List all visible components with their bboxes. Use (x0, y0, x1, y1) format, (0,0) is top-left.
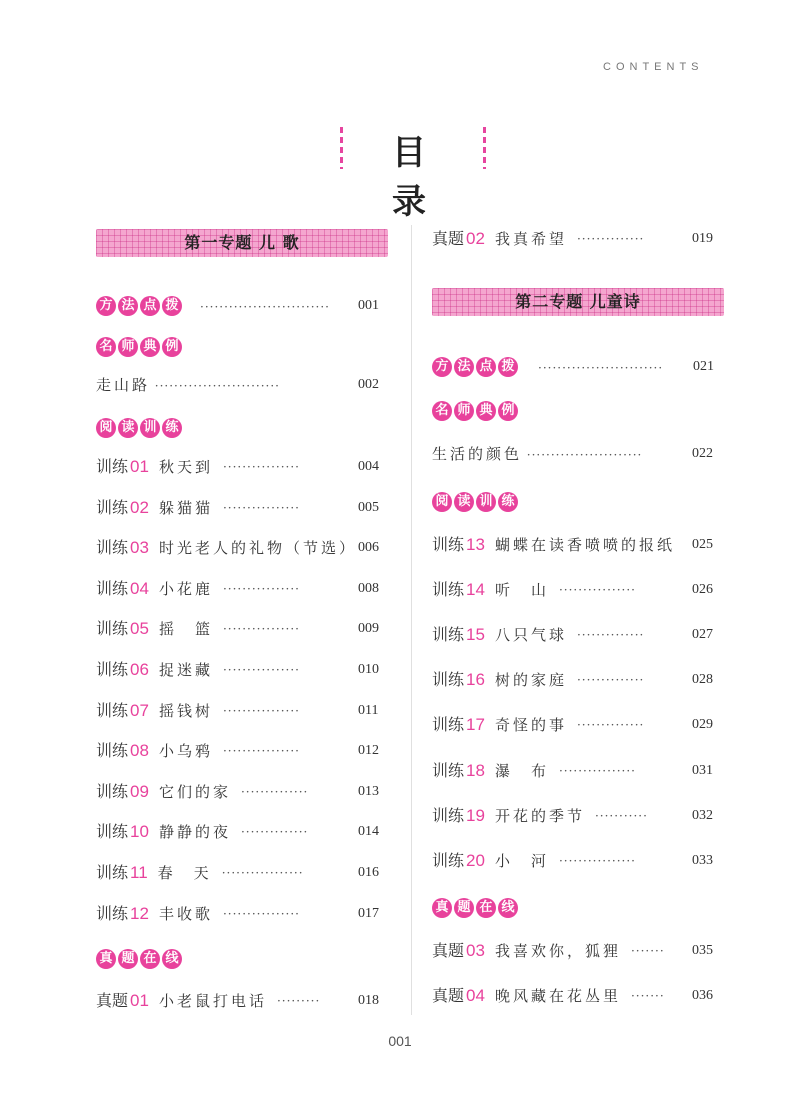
page-ref: 028 (692, 672, 713, 688)
badge-char: 典 (476, 401, 496, 421)
toc-entry[interactable] (432, 579, 720, 601)
entry-number: 03 (130, 538, 149, 558)
entry-number: 16 (466, 670, 485, 690)
leader-dots: ················ (222, 500, 300, 515)
leader-dots: ················ (222, 906, 300, 921)
page-ref: 011 (358, 702, 379, 718)
exam-badge (432, 898, 518, 918)
leader-dots: ················ (222, 581, 300, 596)
page-ref: 026 (692, 582, 713, 598)
example-badge (432, 401, 518, 421)
leader-dots: ················ (222, 460, 300, 474)
leader-dots: ·························· (538, 361, 664, 375)
toc-entry[interactable] (432, 940, 720, 962)
page-ref: 006 (358, 540, 379, 556)
entry-kind: 训练 (432, 760, 465, 780)
leader-dots: ················ (222, 622, 300, 637)
title-bar-right (483, 127, 486, 169)
leader-dots: ·············· (576, 718, 645, 733)
page-ref: 002 (358, 377, 379, 392)
entry-kind: 训练 (432, 670, 465, 690)
entry-kind: 训练 (96, 863, 129, 882)
badge-char: 例 (498, 401, 518, 421)
leader-dots: ················ (558, 583, 636, 598)
page-ref: 001 (358, 298, 379, 313)
badge-char: 法 (118, 296, 138, 316)
badge-char: 线 (498, 898, 518, 918)
page-ref: 016 (358, 865, 379, 880)
badge-char: 师 (454, 401, 474, 421)
page-ref: 012 (358, 743, 379, 759)
badge-char: 练 (162, 418, 182, 438)
entry-number: 04 (130, 578, 149, 598)
badge-char: 拨 (498, 357, 518, 377)
entry-kind: 真题 (96, 991, 129, 1010)
leader-dots: ·············· (240, 825, 309, 840)
entry-title: 晚风藏在花丛里 (494, 986, 621, 1005)
leader-dots: ··························· (200, 300, 330, 314)
entry-title: 我喜欢你，狐狸 (494, 942, 621, 960)
toc-entry[interactable] (432, 850, 720, 872)
toc-entry[interactable] (96, 578, 386, 600)
leader-dots: ······· (630, 944, 665, 958)
entry-kind: 真题 (432, 229, 465, 248)
entry-kind: 训练 (96, 781, 129, 801)
entry-number: 15 (466, 625, 485, 645)
toc-entry[interactable] (432, 985, 720, 1007)
badge-char: 方 (432, 357, 452, 377)
page-ref: 017 (358, 905, 379, 921)
page-title: 目 录 (392, 133, 438, 222)
contents-label: CONTENTS (603, 61, 704, 73)
badge-char: 真 (432, 898, 452, 918)
entry-kind: 训练 (432, 625, 465, 645)
page-ref: 027 (692, 627, 713, 643)
entry-kind: 训练 (96, 619, 129, 639)
method-badge (432, 357, 518, 377)
badge-char: 线 (162, 949, 182, 969)
toc-entry[interactable] (432, 805, 720, 827)
entry-kind: 训练 (96, 497, 129, 517)
toc-entry[interactable] (96, 618, 386, 640)
page-ref: 005 (358, 499, 379, 515)
leader-dots: ················ (558, 853, 636, 868)
entry-title: 小 河 (494, 851, 549, 870)
entry-kind: 训练 (432, 805, 465, 825)
page-ref: 035 (692, 943, 713, 958)
entry-number: 04 (466, 985, 485, 1005)
leader-dots: ······· (630, 988, 665, 1003)
leader-dots: ················ (558, 763, 636, 778)
entry-number: 20 (466, 850, 485, 870)
leader-dots: ··········· (594, 808, 648, 823)
example-badge (96, 337, 182, 357)
entry-number: 10 (130, 822, 149, 842)
section-banner-2 (432, 288, 724, 316)
entry-number: 08 (130, 741, 149, 761)
leader-dots: ·············· (576, 232, 645, 246)
entry-title: 春 天 (157, 864, 212, 882)
badge-char: 题 (454, 898, 474, 918)
badge-char: 训 (140, 418, 160, 438)
toc-entry[interactable] (432, 228, 720, 250)
title-bar-left (340, 127, 343, 169)
page-ref: 013 (358, 783, 379, 799)
toc-entry[interactable] (432, 760, 720, 782)
entry-number: 01 (130, 991, 149, 1010)
entry-title: 静静的夜 (158, 823, 231, 842)
toc-entry[interactable] (96, 821, 386, 843)
entry-number: 07 (130, 700, 149, 720)
exam-badge (96, 949, 182, 969)
toc-entry[interactable] (96, 456, 386, 478)
entry-title: 瀑 布 (494, 761, 549, 780)
leader-dots: ·············· (576, 628, 645, 643)
badge-char: 练 (498, 492, 518, 512)
toc-entry[interactable] (96, 537, 386, 559)
entry-title: 开花的季节 (494, 806, 585, 825)
entry-title: 我真希望 (494, 230, 567, 248)
badge-char: 阅 (432, 492, 452, 512)
page-ref: 036 (692, 987, 713, 1003)
entry-number: 17 (466, 715, 485, 735)
badge-char: 师 (118, 337, 138, 357)
toc-entry[interactable] (96, 990, 386, 1012)
leader-dots: ·············· (240, 784, 309, 799)
entry-number: 11 (130, 863, 148, 882)
badge-char: 名 (432, 401, 452, 421)
leader-dots: ················ (222, 744, 300, 759)
toc-entry[interactable] (432, 534, 720, 556)
method-badge (96, 296, 182, 316)
entry-kind: 训练 (432, 580, 465, 600)
toc-entry[interactable] (96, 700, 386, 722)
entry-kind: 训练 (96, 822, 129, 842)
section-banner-label: 第一专题 儿 歌 (184, 233, 300, 252)
page-ref: 019 (692, 231, 713, 246)
page-ref: 018 (358, 993, 379, 1008)
toc-entry[interactable] (432, 669, 720, 691)
page-ref: 008 (358, 580, 379, 596)
entry-number: 18 (466, 760, 485, 780)
toc-entry[interactable] (432, 443, 720, 465)
entry-number: 06 (130, 660, 149, 679)
entry-title: 摇钱树 (158, 701, 213, 720)
badge-char: 点 (476, 357, 496, 377)
reading-badge (432, 492, 518, 512)
leader-dots: ························ (526, 448, 643, 462)
entry-title: 秋天到 (158, 458, 213, 476)
entry-title: 小乌鸦 (158, 742, 213, 761)
entry-title: 小花鹿 (158, 579, 213, 598)
reading-badge (96, 418, 182, 438)
page-ref: 033 (692, 852, 713, 868)
entry-kind: 训练 (432, 535, 465, 554)
entry-number: 12 (130, 903, 149, 923)
badge-char: 训 (476, 492, 496, 512)
page-ref: 025 (692, 537, 713, 552)
entry-number: 13 (466, 535, 485, 554)
entry-number: 02 (466, 229, 485, 248)
page-ref: 032 (692, 807, 713, 823)
toc-entry[interactable] (432, 714, 720, 736)
badge-char: 在 (476, 898, 496, 918)
entry-kind: 训练 (432, 850, 465, 870)
entry-title: 小老鼠打电话 (158, 992, 267, 1010)
badge-char: 在 (140, 949, 160, 969)
entry-kind: 训练 (96, 903, 129, 923)
badge-char: 例 (162, 337, 182, 357)
entry-title: 奇怪的事 (494, 716, 567, 735)
badge-char: 法 (454, 357, 474, 377)
leader-dots: ················· (221, 866, 304, 880)
entry-title: 八只气球 (494, 626, 567, 645)
page-number: 001 (388, 1033, 412, 1049)
page-ref: 014 (358, 824, 379, 840)
entry-kind: 训练 (96, 741, 129, 761)
badge-char: 点 (140, 296, 160, 316)
page-ref: 022 (692, 446, 713, 461)
badge-char: 典 (140, 337, 160, 357)
toc-entry[interactable] (96, 374, 386, 396)
entry-number: 14 (466, 580, 485, 600)
entry-title: 躲猫猫 (158, 498, 213, 517)
badge-char: 读 (454, 492, 474, 512)
leader-dots: ················ (222, 703, 300, 718)
entry-title: 走山路 (96, 376, 151, 394)
toc-entry[interactable] (96, 862, 386, 884)
entry-title: 丰收歌 (158, 904, 213, 923)
entry-number: 05 (130, 619, 149, 639)
title-block (0, 125, 800, 222)
section-banner-1 (96, 229, 388, 257)
entry-title: 摇 篮 (158, 620, 213, 639)
page-ref: 004 (358, 459, 379, 474)
toc-entry[interactable] (96, 781, 386, 803)
entry-title: 时光老人的礼物（节选） (158, 539, 357, 558)
leader-dots: ·············· (576, 673, 645, 688)
section-banner-label: 第二专题 儿童诗 (515, 292, 641, 311)
entry-kind: 训练 (96, 457, 129, 476)
page-ref: 009 (358, 621, 379, 637)
entry-title: 捉迷藏 (158, 661, 213, 679)
page-ref: 010 (358, 662, 379, 677)
entry-number: 01 (130, 457, 149, 476)
leader-dots: ·························· (154, 379, 280, 393)
leader-dots: ········· (276, 994, 321, 1008)
toc-entry-method[interactable] (538, 356, 720, 378)
entry-kind: 训练 (96, 578, 129, 598)
entry-title: 它们的家 (158, 782, 231, 801)
entry-kind: 训练 (432, 715, 465, 735)
entry-kind: 训练 (96, 538, 129, 558)
entry-title: 树的家庭 (494, 671, 567, 690)
toc-entry[interactable] (96, 659, 386, 681)
entry-title: 蝴蝶在读香喷喷的报纸 (494, 536, 675, 554)
entry-kind: 训练 (96, 700, 129, 720)
toc-entry-method[interactable] (200, 295, 385, 317)
badge-char: 真 (96, 949, 116, 969)
entry-kind: 真题 (432, 985, 465, 1005)
badge-char: 阅 (96, 418, 116, 438)
entry-number: 09 (130, 781, 149, 801)
toc-entry[interactable] (432, 624, 720, 646)
badge-char: 题 (118, 949, 138, 969)
toc-entry[interactable] (96, 903, 386, 925)
entry-title: 生活的颜色 (432, 445, 523, 463)
page-ref: 021 (693, 359, 714, 374)
entry-number: 02 (130, 497, 149, 517)
toc-entry[interactable] (96, 497, 386, 519)
badge-char: 读 (118, 418, 138, 438)
entry-number: 03 (466, 941, 485, 960)
entry-kind: 真题 (432, 941, 465, 960)
page-ref: 029 (692, 717, 713, 733)
entry-number: 19 (466, 805, 485, 825)
column-divider (411, 225, 412, 1015)
leader-dots: ················ (222, 663, 300, 677)
page-ref: 031 (692, 762, 713, 778)
badge-char: 名 (96, 337, 116, 357)
toc-entry[interactable] (96, 740, 386, 762)
entry-kind: 训练 (96, 660, 129, 679)
badge-char: 方 (96, 296, 116, 316)
badge-char: 拨 (162, 296, 182, 316)
entry-title: 听 山 (494, 581, 549, 600)
